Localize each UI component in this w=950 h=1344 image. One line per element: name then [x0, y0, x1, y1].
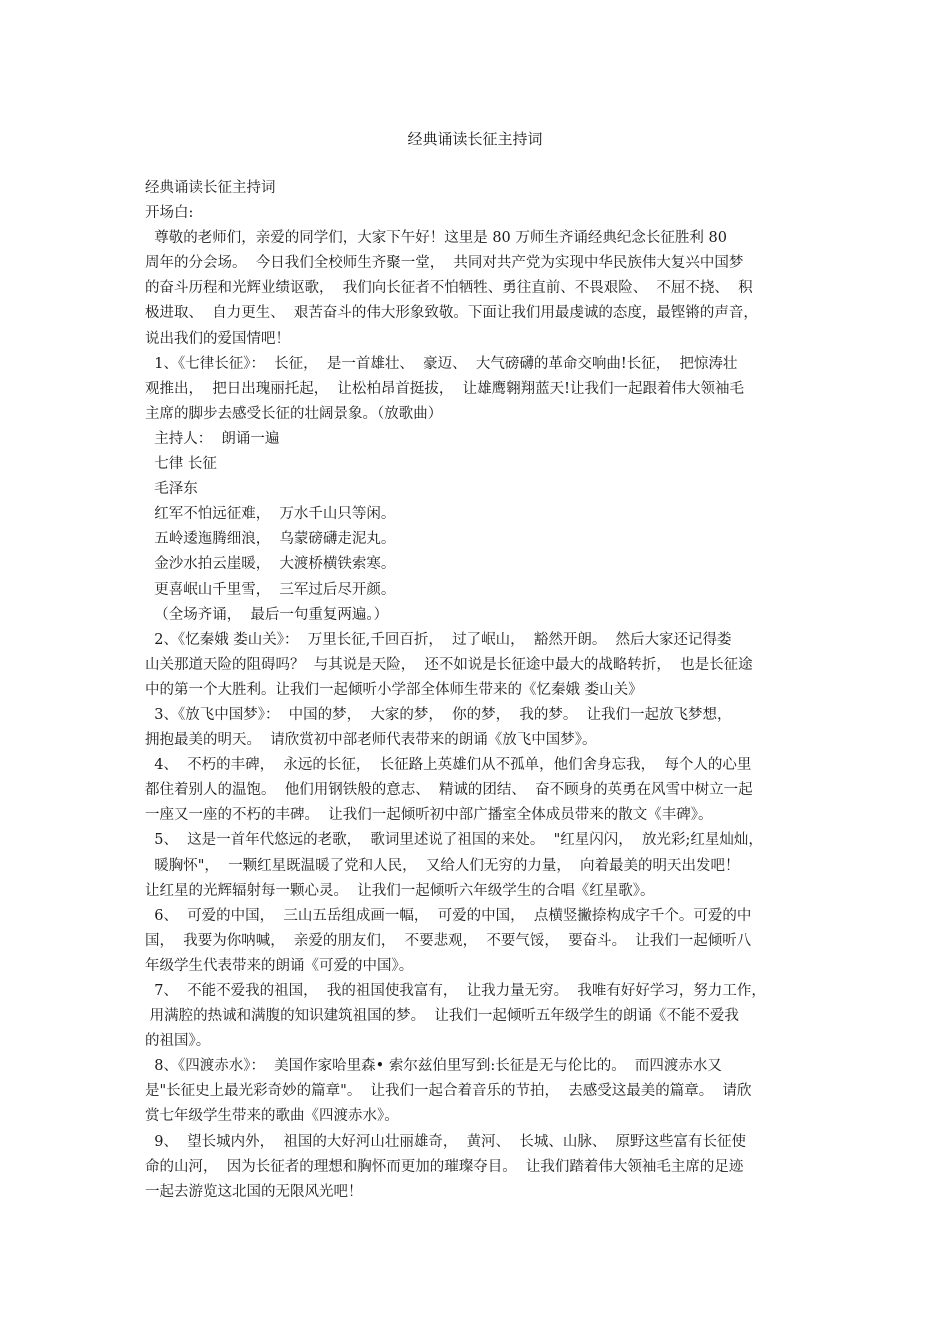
text-line: 开场白: [145, 205, 194, 222]
text-line: 说出我们的爱国情吧！ [145, 330, 290, 347]
text-line: 3、《放飞中国梦》： 中国的梦， 大家的梦， 你的梦， 我的梦。 让我们一起放飞梦想， [145, 706, 732, 723]
text-line: 五岭逶迤腾细浪， 乌蒙磅礴走泥丸。 [145, 531, 396, 548]
text-line: 一座又一座的不朽的丰碑。 让我们一起倾听初中部广播室全体成员带来的散文《丰碑》。 [145, 807, 713, 824]
text-line: 1、《七律长征》： 长征， 是一首雄壮、 豪迈、 大气磅礴的革命交响曲!长征， 把惊涛壮 [145, 355, 738, 372]
text-line: 9、 望长城内外， 祖国的大好河山壮丽雄奇， 黄河、 长城、山脉、 原野这些富有长征使 [145, 1133, 747, 1150]
text-line: 5、 这是一首年代悠远的老歌， 歌词里述说了祖国的来处。 "红星闪闪， 放光彩;红星灿灿， [145, 832, 763, 849]
text-line: 用满腔的热诚和满腹的知识建筑祖国的梦。 让我们一起倾听五年级学生的朗诵《不能不爱我 [145, 1008, 739, 1025]
text-line: 6、 可爱的中国， 三山五岳组成画一幅， 可爱的中国， 点横竖撇捺构成字千个。可爱的中 [145, 907, 752, 924]
text-line: 暖胸怀"， 一颗红星既温暖了党和人民， 又给人们无穷的力量， 向着最美的明天出发吧！ [145, 857, 740, 874]
text-line: 命的山河， 因为长征者的理想和胸怀而更加的璀璨夺目。 让我们踏着伟大领袖毛主席的足迹 [145, 1158, 744, 1175]
text-line: 山关那道天险的阻碍吗？ 与其说是天险， 还不如说是长征途中最大的战略转折， 也是长征途 [145, 656, 753, 673]
text-line: 周年的分会场。 今日我们全校师生齐聚一堂， 共同对共产党为实现中华民族伟大复兴中国梦 [145, 255, 744, 272]
text-line: 主持人： 朗诵一遍 [145, 430, 280, 447]
text-line: 年级学生代表带来的朗诵《可爱的中国》。 [145, 957, 414, 974]
text-line: 毛泽东 [145, 481, 198, 498]
text-line: 更喜岷山千里雪， 三军过后尽开颜。 [145, 581, 396, 598]
text-line: 主席的脚步去感受长征的壮阔景象。（放歌曲） [145, 405, 443, 422]
text-line: 观推出， 把日出瑰丽托起， 让松柏昂首挺拔， 让雄鹰翱翔蓝天!让我们一起跟着伟大领袖毛 [145, 380, 744, 397]
text-line: 赏七年级学生带来的歌曲《四渡赤水》。 [145, 1108, 399, 1125]
document-body [145, 176, 815, 1205]
text-line: 让红星的光辉辐射每一颗心灵。 让我们一起倾听六年级学生的合唱《红星歌》。 [145, 882, 655, 899]
text-line: 经典诵读长征主持词 [145, 180, 276, 196]
text-line: 七律 长征 [145, 456, 217, 473]
text-line: 2、《忆秦娥 娄山关》： 万里长征,千回百折， 过了岷山， 豁然开朗。 然后大家还记得娄 [145, 631, 732, 648]
text-line: 极进取、 自力更生、 艰苦奋斗的伟大形象致敬。下面让我们用最虔诚的态度，最铿锵的声音， [145, 305, 758, 322]
text-line: 国， 我要为你呐喊， 亲爱的朋友们， 不要悲观， 不要气馁， 要奋斗。 让我们一起倾听八 [145, 932, 752, 949]
text-line: （全场齐诵， 最后一句重复两遍。） [145, 606, 389, 623]
text-line: 红军不怕远征难， 万水千山只等闲。 [145, 506, 396, 523]
text-line: 7、 不能不爱我的祖国， 我的祖国使我富有， 让我力量无穷。 我唯有好好学习，努力工作， [145, 983, 766, 999]
text-line: 4、 不朽的丰碑， 永远的长征， 长征路上英雄们从不孤单，他们舍身忘我， 每个人的心里 [145, 757, 752, 774]
text-line: 是"长征史上最光彩奇妙的篇章"。 让我们一起合着音乐的节拍， 去感受这最美的篇章。 请欣 [145, 1083, 752, 1100]
text-line: 金沙水拍云崖暖， 大渡桥横铁索寒。 [145, 556, 396, 573]
text-line: 拥抱最美的明天。 请欣赏初中部老师代表带来的朗诵《放飞中国梦》。 [145, 732, 597, 749]
text-line: 一起去游览这北国的无限风光吧！ [145, 1183, 363, 1200]
text-line: 的祖国》。 [145, 1033, 211, 1050]
text-line: 8、《四渡赤水》： 美国作家哈里森• 索尔兹伯里写到:长征是无与伦比的。 而四渡赤水又 [145, 1058, 722, 1075]
text-line: 都住着别人的温饱。 他们用钢铁般的意志、 精诚的团结、 奋不顾身的英勇在风雪中树立一起 [145, 782, 753, 799]
text-line: 中的第一个大胜利。让我们一起倾听小学部全体师生带来的《忆秦娥 娄山关》 [145, 681, 643, 698]
document-title: 经典诵读长征主持词 [407, 130, 543, 148]
text-line: 尊敬的老师们，亲爱的同学们，大家下午好！这里是 80 万师生齐诵经典纪念长征胜利 80 [145, 230, 727, 247]
text-line: 的奋斗历程和光辉业绩讴歌， 我们向长征者不怕牺牲、勇往直前、不畏艰险、 不屈不挠、 积 [145, 280, 753, 297]
